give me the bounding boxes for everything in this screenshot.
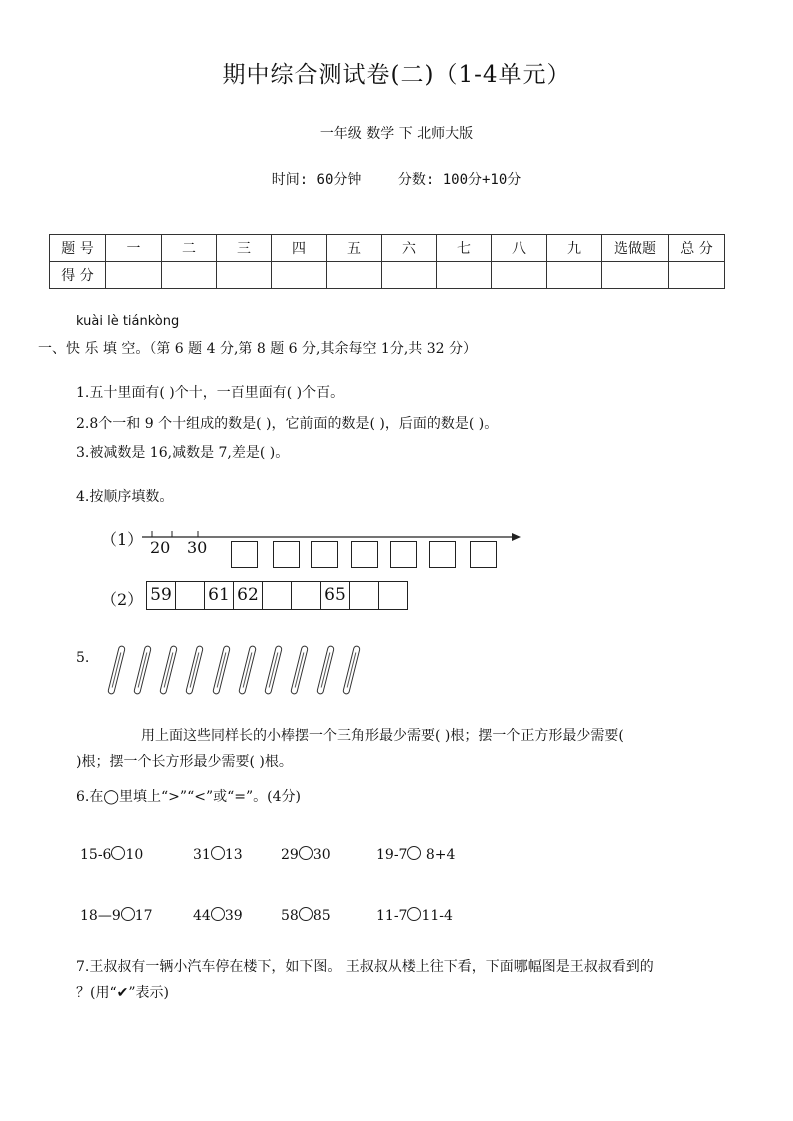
stick-icon — [316, 645, 335, 695]
comparison-item — [281, 907, 331, 924]
question-3: 3.被减数是 16,减数是 7,差是( )。 — [76, 445, 290, 461]
section-pinyin: kuài lè tiánkòng — [76, 314, 180, 329]
table-cell: 九 — [547, 235, 602, 262]
comparison-left: 15-6 — [80, 847, 112, 863]
comparison-right: 30 — [312, 847, 331, 863]
stick-icon — [159, 645, 178, 695]
comparison-right: 13 — [224, 847, 243, 863]
table-cell: 四 — [272, 235, 327, 262]
exam-info — [0, 169, 793, 189]
table-cell: 总 分 — [669, 235, 725, 262]
comparison-right: 17 — [134, 908, 153, 924]
sequence-cell: 62 — [233, 581, 263, 610]
score-input-cell[interactable] — [162, 262, 217, 289]
table-cell: 五 — [327, 235, 382, 262]
comparison-item — [193, 907, 243, 924]
comparison-circle-icon[interactable] — [299, 907, 313, 921]
section-heading: 一、快 乐 填 空。（第 6 题 4 分,第 8 题 6 分,其余每空 1分,共 32 分） — [38, 341, 478, 357]
question-2: 2.8个一和 9 个十组成的数是( )，它前面的数是( )，后面的数是( )。 — [76, 416, 499, 432]
comparison-item — [80, 907, 153, 924]
stick-icon — [238, 645, 257, 695]
comparison-circle-icon[interactable] — [299, 846, 313, 860]
comparison-left: 58 — [281, 908, 299, 924]
question-5-number: 5. — [76, 650, 90, 666]
comparison-left: 11-7 — [376, 908, 408, 924]
score-table — [49, 234, 725, 289]
table-cell: 七 — [437, 235, 492, 262]
score-input-cell[interactable] — [492, 262, 547, 289]
sequence-cell: 59 — [146, 581, 176, 610]
sequence-cell[interactable] — [349, 581, 379, 610]
score-input-cell[interactable] — [602, 262, 669, 289]
comparison-item — [281, 846, 331, 863]
stick-icon — [107, 645, 126, 695]
answer-box[interactable] — [273, 541, 300, 568]
question-6: 6.在◯里填上“>”“<”或“=”。(4分) — [76, 789, 301, 805]
answer-box[interactable] — [231, 541, 258, 568]
comparison-item — [193, 846, 243, 863]
time-limit: 时间: 60分钟 — [271, 172, 362, 188]
page-title: 期中综合测试卷(二)（1-4单元） — [222, 62, 571, 88]
table-cell: 得 分 — [50, 262, 106, 289]
comparison-circle-icon[interactable] — [121, 907, 135, 921]
score-input-cell[interactable] — [272, 262, 327, 289]
comparison-circle-icon[interactable] — [211, 907, 225, 921]
comparison-left: 31 — [193, 847, 211, 863]
comparison-item — [80, 846, 143, 863]
comparison-circle-icon[interactable] — [111, 846, 125, 860]
stick-icon — [290, 645, 309, 695]
sequence-cell[interactable] — [291, 581, 321, 610]
answer-box[interactable] — [429, 541, 456, 568]
page-subtitle: 一年级 数学 下 北师大版 — [319, 126, 474, 142]
table-cell: 三 — [217, 235, 272, 262]
score-table-header-row — [50, 235, 725, 262]
comparison-left: 29 — [281, 847, 299, 863]
question-1: 1.五十里面有( )个十，一百里面有( )个百。 — [76, 385, 345, 401]
stick-icon — [342, 645, 361, 695]
table-cell: 六 — [382, 235, 437, 262]
sequence-cell: 65 — [320, 581, 350, 610]
comparison-circle-icon[interactable] — [211, 846, 225, 860]
question-5-line2: )根；摆一个长方形最少需要( )根。 — [76, 754, 293, 770]
table-cell: 二 — [162, 235, 217, 262]
comparison-right: 39 — [224, 908, 243, 924]
score-input-cell[interactable] — [106, 262, 162, 289]
stick-icon — [185, 645, 204, 695]
sequence-cell[interactable] — [262, 581, 292, 610]
answer-box[interactable] — [351, 541, 378, 568]
question-5-line1: 用上面这些同样长的小棒摆一个三角形最少需要( )根；摆一个正方形最少需要( — [141, 728, 624, 744]
score-input-cell[interactable] — [382, 262, 437, 289]
stick-icon — [133, 645, 152, 695]
score-input-cell[interactable] — [327, 262, 382, 289]
table-cell: 一 — [106, 235, 162, 262]
comparison-left: 44 — [193, 908, 211, 924]
answer-box[interactable] — [470, 541, 497, 568]
stick-icon — [264, 645, 283, 695]
table-cell: 选做题 — [602, 235, 669, 262]
stick-icon — [212, 645, 231, 695]
score-table-score-row — [50, 262, 725, 289]
comparison-circle-icon[interactable] — [407, 846, 421, 860]
score-input-cell[interactable] — [669, 262, 725, 289]
comparison-right: 85 — [312, 908, 331, 924]
comparison-left: 18—9 — [80, 908, 121, 924]
score-input-cell[interactable] — [217, 262, 272, 289]
total-score: 分数: 100分+10分 — [397, 172, 522, 188]
tick-label: 30 — [187, 538, 208, 557]
question-7-line1: 7.王叔叔有一辆小汽车停在楼下，如下图。 王叔叔从楼上往下看，下面哪幅图是王叔叔看到的 — [76, 959, 654, 975]
comparison-right: 11-4 — [421, 908, 453, 924]
sequence-cell: 61 — [204, 581, 234, 610]
part-1-label: （1） — [101, 530, 144, 549]
table-cell: 题 号 — [50, 235, 106, 262]
comparison-right: 10 — [125, 847, 144, 863]
comparison-left: 19-7 — [376, 847, 408, 863]
question-7-line2: ？(用“✔”表示) — [76, 985, 169, 1001]
answer-box[interactable] — [311, 541, 338, 568]
answer-box[interactable] — [390, 541, 417, 568]
table-cell: 八 — [492, 235, 547, 262]
question-4: 4.按顺序填数。 — [76, 489, 174, 505]
comparison-right: 8+4 — [421, 847, 456, 863]
score-input-cell[interactable] — [437, 262, 492, 289]
tick-label: 20 — [150, 538, 171, 557]
comparison-item — [376, 907, 453, 924]
score-input-cell[interactable] — [547, 262, 602, 289]
sequence-cell[interactable] — [175, 581, 205, 610]
comparison-circle-icon[interactable] — [407, 907, 421, 921]
part-2-label: （2） — [101, 590, 144, 609]
comparison-item — [376, 846, 455, 863]
sequence-cell[interactable] — [378, 581, 408, 610]
